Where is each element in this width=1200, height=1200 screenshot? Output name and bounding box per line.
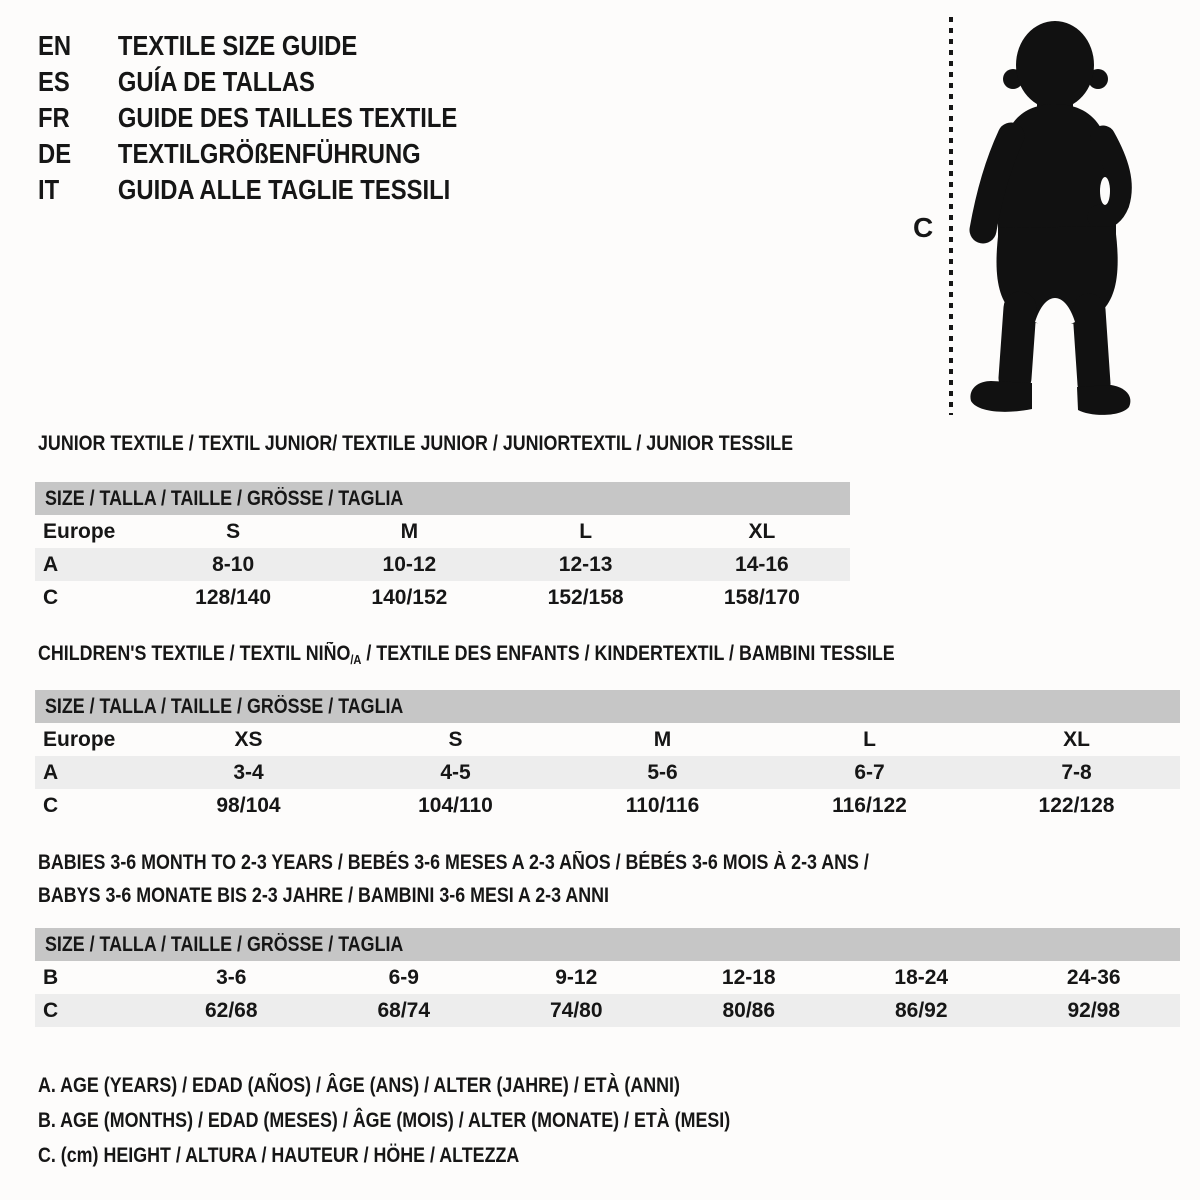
table-row-age-years <box>35 756 1180 789</box>
table-cell: Europe <box>43 519 116 543</box>
table-row-age-months <box>35 961 1180 994</box>
table-cell: C <box>43 793 59 817</box>
legend-line-height: C. (cm) HEIGHT / ALTURA / HAUTEUR / HÖHE / ALTEZZA <box>38 1144 520 1167</box>
table-cell: 140/152 <box>371 585 448 609</box>
toddler-silhouette-icon <box>958 16 1143 422</box>
table-row-height-cm <box>35 994 1180 1027</box>
table-cell: 152/158 <box>547 585 624 609</box>
table-cell: XS <box>234 727 263 751</box>
table-cell: 62/68 <box>204 998 258 1022</box>
section-title-children <box>38 641 895 669</box>
language-code: EN <box>38 30 72 61</box>
table-row-sizes <box>35 723 1180 756</box>
table-cell: 9-12 <box>555 965 598 989</box>
table-cell: 116/122 <box>832 793 907 817</box>
legend-line-age-months: B. AGE (MONTHS) / EDAD (MESES) / ÂGE (MOIS) / ALTER (MONATE) / ETÀ (MESI) <box>38 1109 731 1132</box>
section-title-line: BABYS 3-6 MONATE BIS 2-3 JAHRE / BAMBINI 3-6 MESI A 2-3 ANNI <box>38 884 609 907</box>
table-cell: L <box>863 727 876 751</box>
table-row-height-cm <box>35 789 1180 822</box>
language-row <box>38 28 457 64</box>
table-cell: M <box>653 727 672 751</box>
table-cell: A <box>43 552 59 576</box>
table-cell: C <box>43 998 59 1022</box>
size-header-label: SIZE / TALLA / TAILLE / GRÖSSE / TAGLIA <box>45 694 404 718</box>
section-title-babies <box>38 846 869 912</box>
table-row-height-cm <box>35 581 850 614</box>
language-code: DE <box>38 138 72 169</box>
size-header-bar <box>35 928 1180 961</box>
table-cell: 158/170 <box>723 585 800 609</box>
guide-title: GUIDE DES TAILLES TEXTILE <box>117 102 458 133</box>
size-header-label: SIZE / TALLA / TAILLE / GRÖSSE / TAGLIA <box>45 486 404 510</box>
table-cell: S <box>226 519 241 543</box>
table-cell: 104/110 <box>418 793 493 817</box>
table-cell: C <box>43 585 59 609</box>
table-cell: 122/128 <box>1038 793 1115 817</box>
language-title-list <box>38 28 457 208</box>
table-cell: 10-12 <box>382 552 437 576</box>
table-cell: 98/104 <box>216 793 281 817</box>
height-measure-label: C <box>913 212 934 243</box>
table-cell: 5-6 <box>647 760 678 784</box>
table-cell: L <box>579 519 593 543</box>
table-cell: 128/140 <box>195 585 272 609</box>
section-title-junior: JUNIOR TEXTILE / TEXTIL JUNIOR/ TEXTILE JUNIOR / JUNIORTEXTIL / JUNIOR TESSILE <box>38 432 794 455</box>
language-row <box>38 100 457 136</box>
table-cell: M <box>400 519 419 543</box>
babies-size-table <box>35 928 1180 1027</box>
language-code: ES <box>38 66 70 97</box>
language-code: FR <box>38 102 70 133</box>
table-row-age-years <box>35 548 850 581</box>
table-cell: Europe <box>43 727 116 751</box>
table-cell: XL <box>1063 727 1090 751</box>
language-row <box>38 136 457 172</box>
section-title-part: / TEXTILE DES ENFANTS / KINDERTEXTIL / BAMBINI TESSILE <box>361 642 895 665</box>
table-cell: 8-10 <box>212 552 255 576</box>
guide-title: TEXTILE SIZE GUIDE <box>117 30 358 61</box>
guide-title: GUIDA ALLE TAGLIE TESSILI <box>117 174 451 205</box>
size-header-label: SIZE / TALLA / TAILLE / GRÖSSE / TAGLIA <box>45 932 404 956</box>
junior-size-table <box>35 482 850 614</box>
section-title-line: BABIES 3-6 MONTH TO 2-3 YEARS / BEBÉS 3-6 MESES A 2-3 AÑOS / BÉBÉS 3-6 MOIS À 2-3 ANS / <box>38 851 869 874</box>
table-cell: 12-18 <box>721 965 776 989</box>
size-header-bar <box>35 690 1180 723</box>
table-cell: 12-13 <box>558 552 613 576</box>
table-cell: 18-24 <box>894 965 949 989</box>
language-row <box>38 64 457 100</box>
section-title-subscript: /A <box>350 652 362 667</box>
height-measure-dashed-line <box>949 17 953 415</box>
guide-title: TEXTILGRÖßENFÜHRUNG <box>117 138 421 169</box>
table-cell: 92/98 <box>1067 998 1121 1022</box>
table-cell: 68/74 <box>377 998 431 1022</box>
table-row-sizes <box>35 515 850 548</box>
size-header-bar <box>35 482 850 515</box>
language-code: IT <box>38 174 60 205</box>
table-cell: 6-7 <box>854 760 885 784</box>
table-cell: 24-36 <box>1066 965 1121 989</box>
guide-title: GUÍA DE TALLAS <box>117 66 315 97</box>
table-cell: 3-4 <box>233 760 264 784</box>
section-title-part: CHILDREN'S TEXTILE / TEXTIL NIÑO <box>38 642 351 665</box>
table-cell: 80/86 <box>722 998 776 1022</box>
table-cell: 110/116 <box>625 793 700 817</box>
table-cell: S <box>448 727 463 751</box>
language-row <box>38 172 457 208</box>
table-cell: XL <box>748 519 776 543</box>
table-cell: 86/92 <box>894 998 948 1022</box>
children-size-table <box>35 690 1180 822</box>
table-cell: 7-8 <box>1061 760 1092 784</box>
table-cell: 6-9 <box>388 965 419 989</box>
table-cell: 14-16 <box>735 552 789 576</box>
table-cell: 4-5 <box>440 760 471 784</box>
table-cell: 74/80 <box>549 998 603 1022</box>
table-cell: B <box>43 965 59 989</box>
table-cell: A <box>43 760 59 784</box>
legend <box>38 1068 730 1173</box>
legend-line-age-years: A. AGE (YEARS) / EDAD (AÑOS) / ÂGE (ANS) / ALTER (JAHRE) / ETÀ (ANNI) <box>38 1074 680 1097</box>
table-cell: 3-6 <box>216 965 247 989</box>
